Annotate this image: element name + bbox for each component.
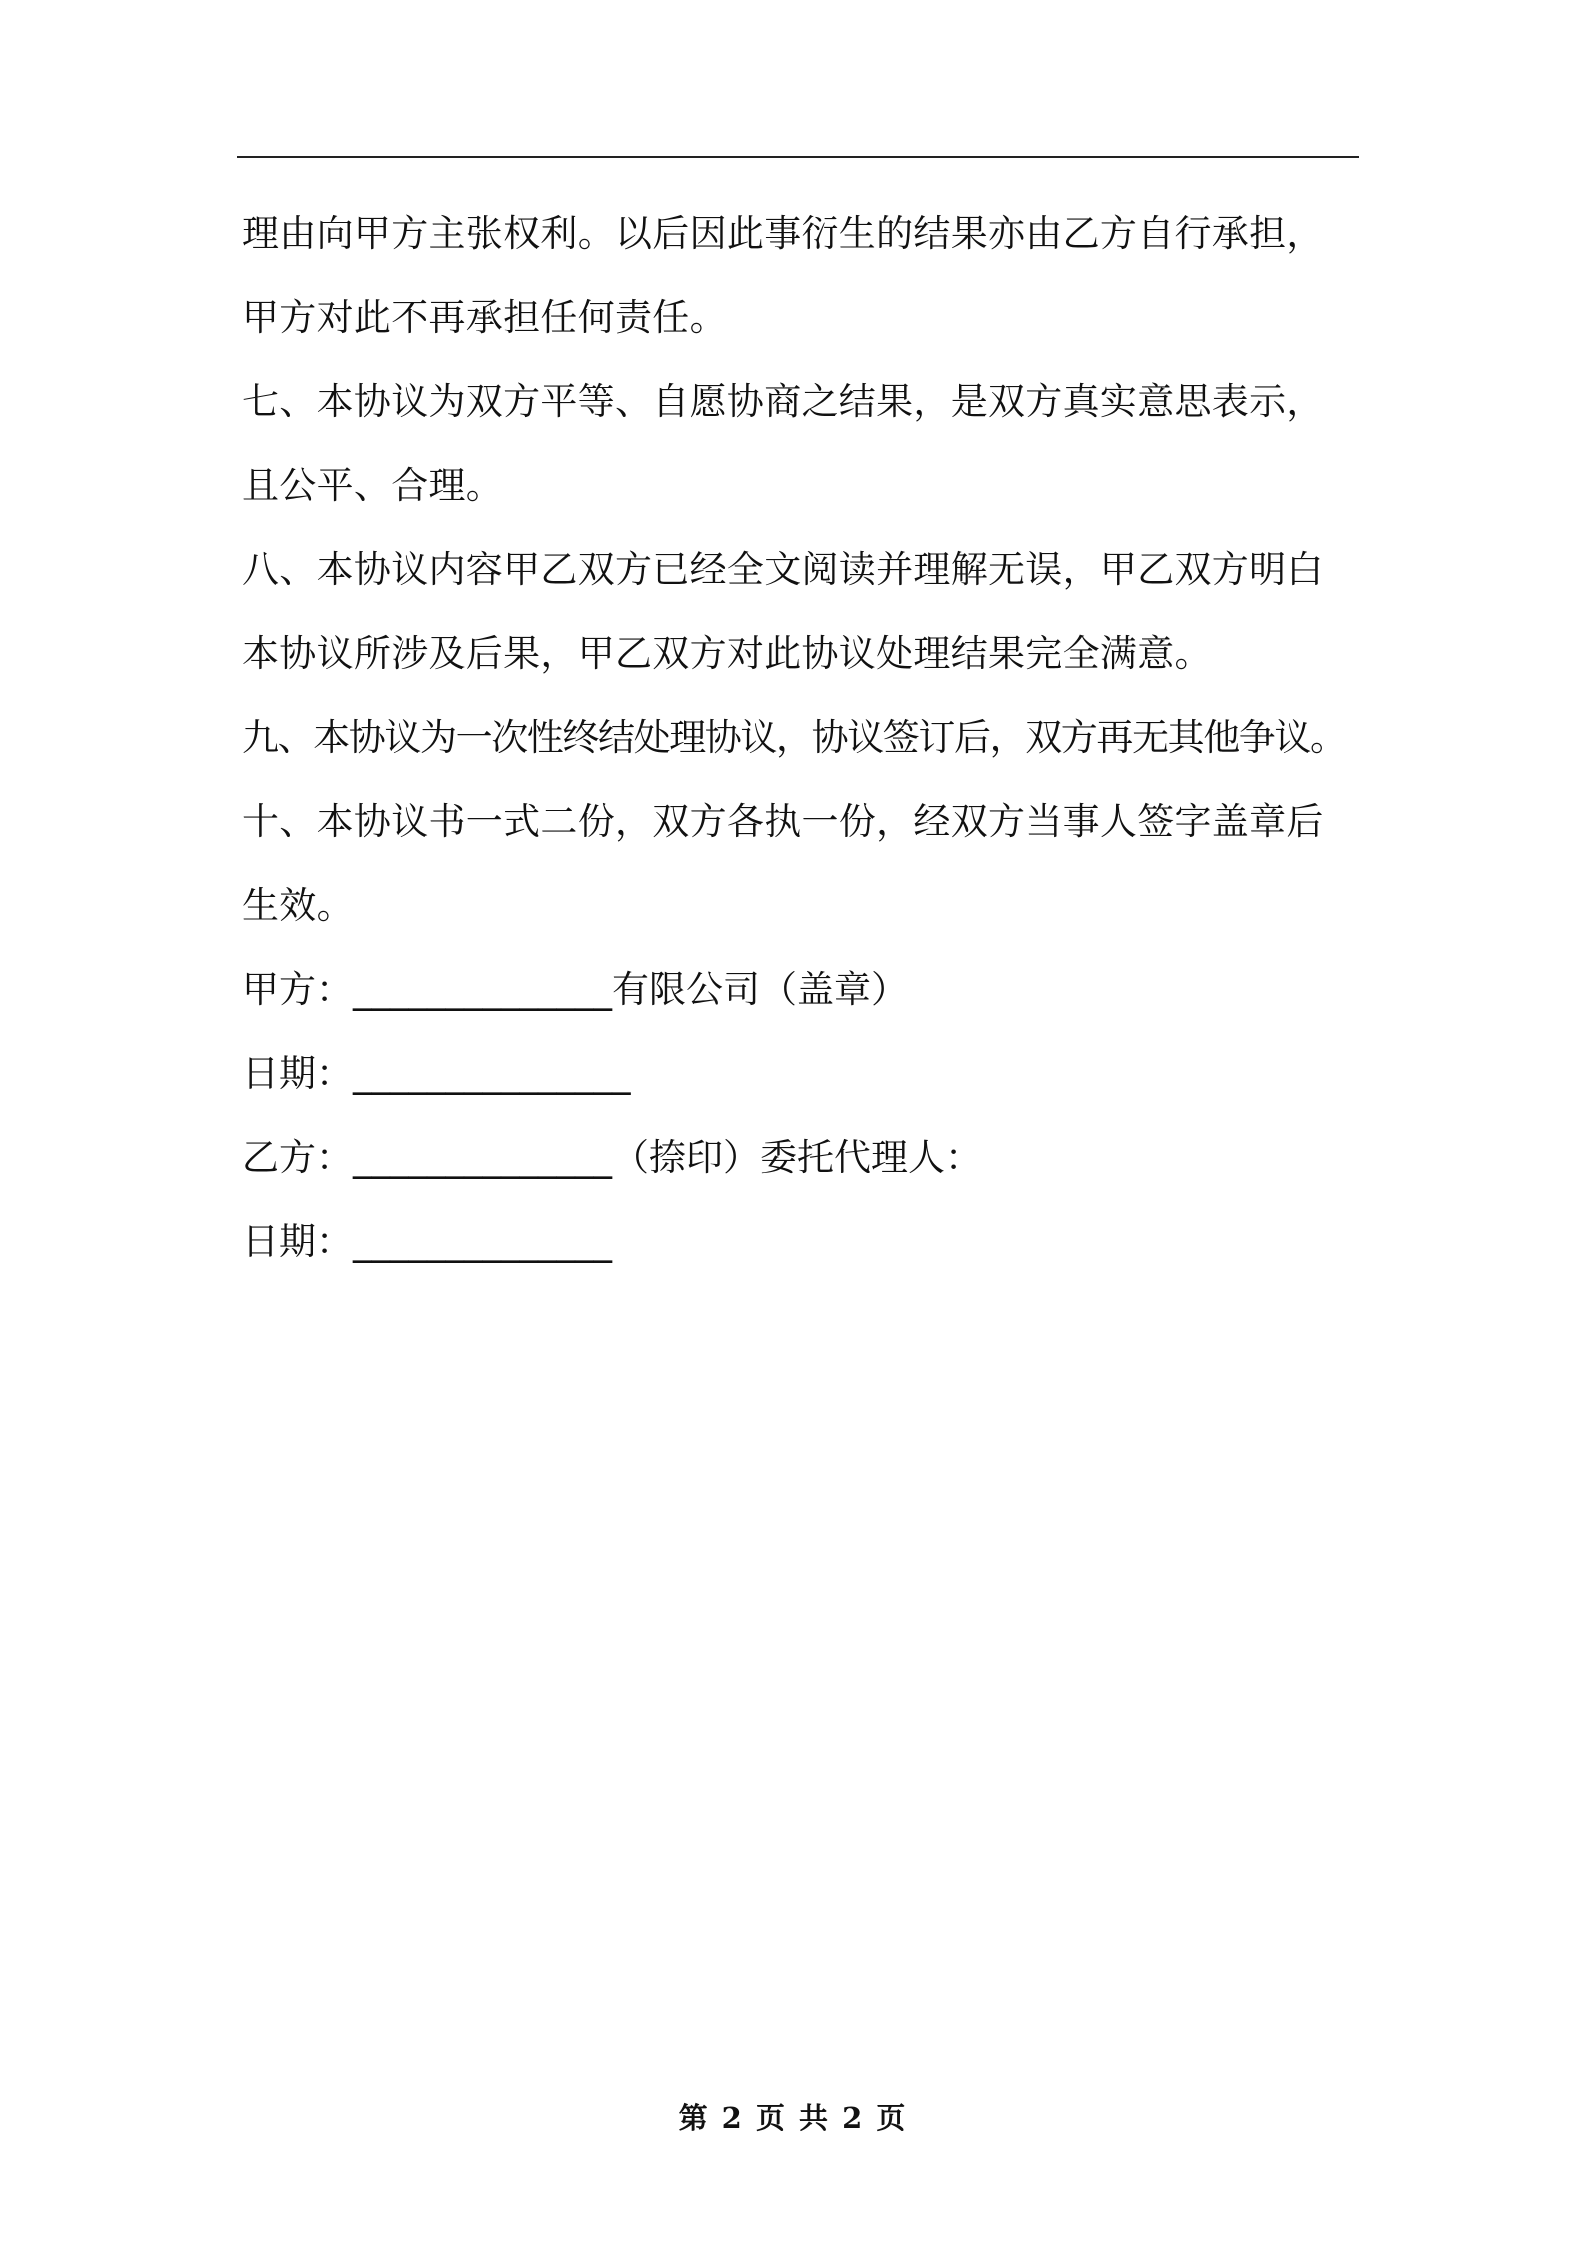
page-number: 第 2 页 共 2 页 — [678, 2101, 908, 2135]
clause-10: 十、本协议书一式二份，双方各执一份，经双方当事人签字盖章后生效。 — [242, 800, 1324, 927]
paragraph-continuation: 理由向甲方主张权利。以后因此事衍生的结果亦由乙方自行承担，甲方对此不再承担任何责任。 — [242, 212, 1324, 339]
header-rule — [237, 156, 1359, 158]
party-a-signature: 甲方：______________有限公司（盖章） — [242, 968, 908, 1011]
party-b-signature: 乙方：______________（捺印）委托代理人： — [242, 1136, 982, 1179]
clause-9: 九、本协议为一次性终结处理协议，协议签订后，双方再无其他争议。 — [242, 716, 1346, 759]
party-a-date: 日期：_______________ — [242, 1052, 631, 1095]
clause-7: 七、本协议为双方平等、自愿协商之结果，是双方真实意思表示，且公平、合理。 — [242, 380, 1324, 507]
clause-8: 八、本协议内容甲乙双方已经全文阅读并理解无误，甲乙双方明白本协议所涉及后果，甲乙双方对此协议处理结果完全满意。 — [242, 548, 1324, 675]
party-b-date: 日期：______________ — [242, 1220, 612, 1263]
document-body — [242, 192, 1360, 1284]
signature-block — [242, 948, 1360, 1284]
